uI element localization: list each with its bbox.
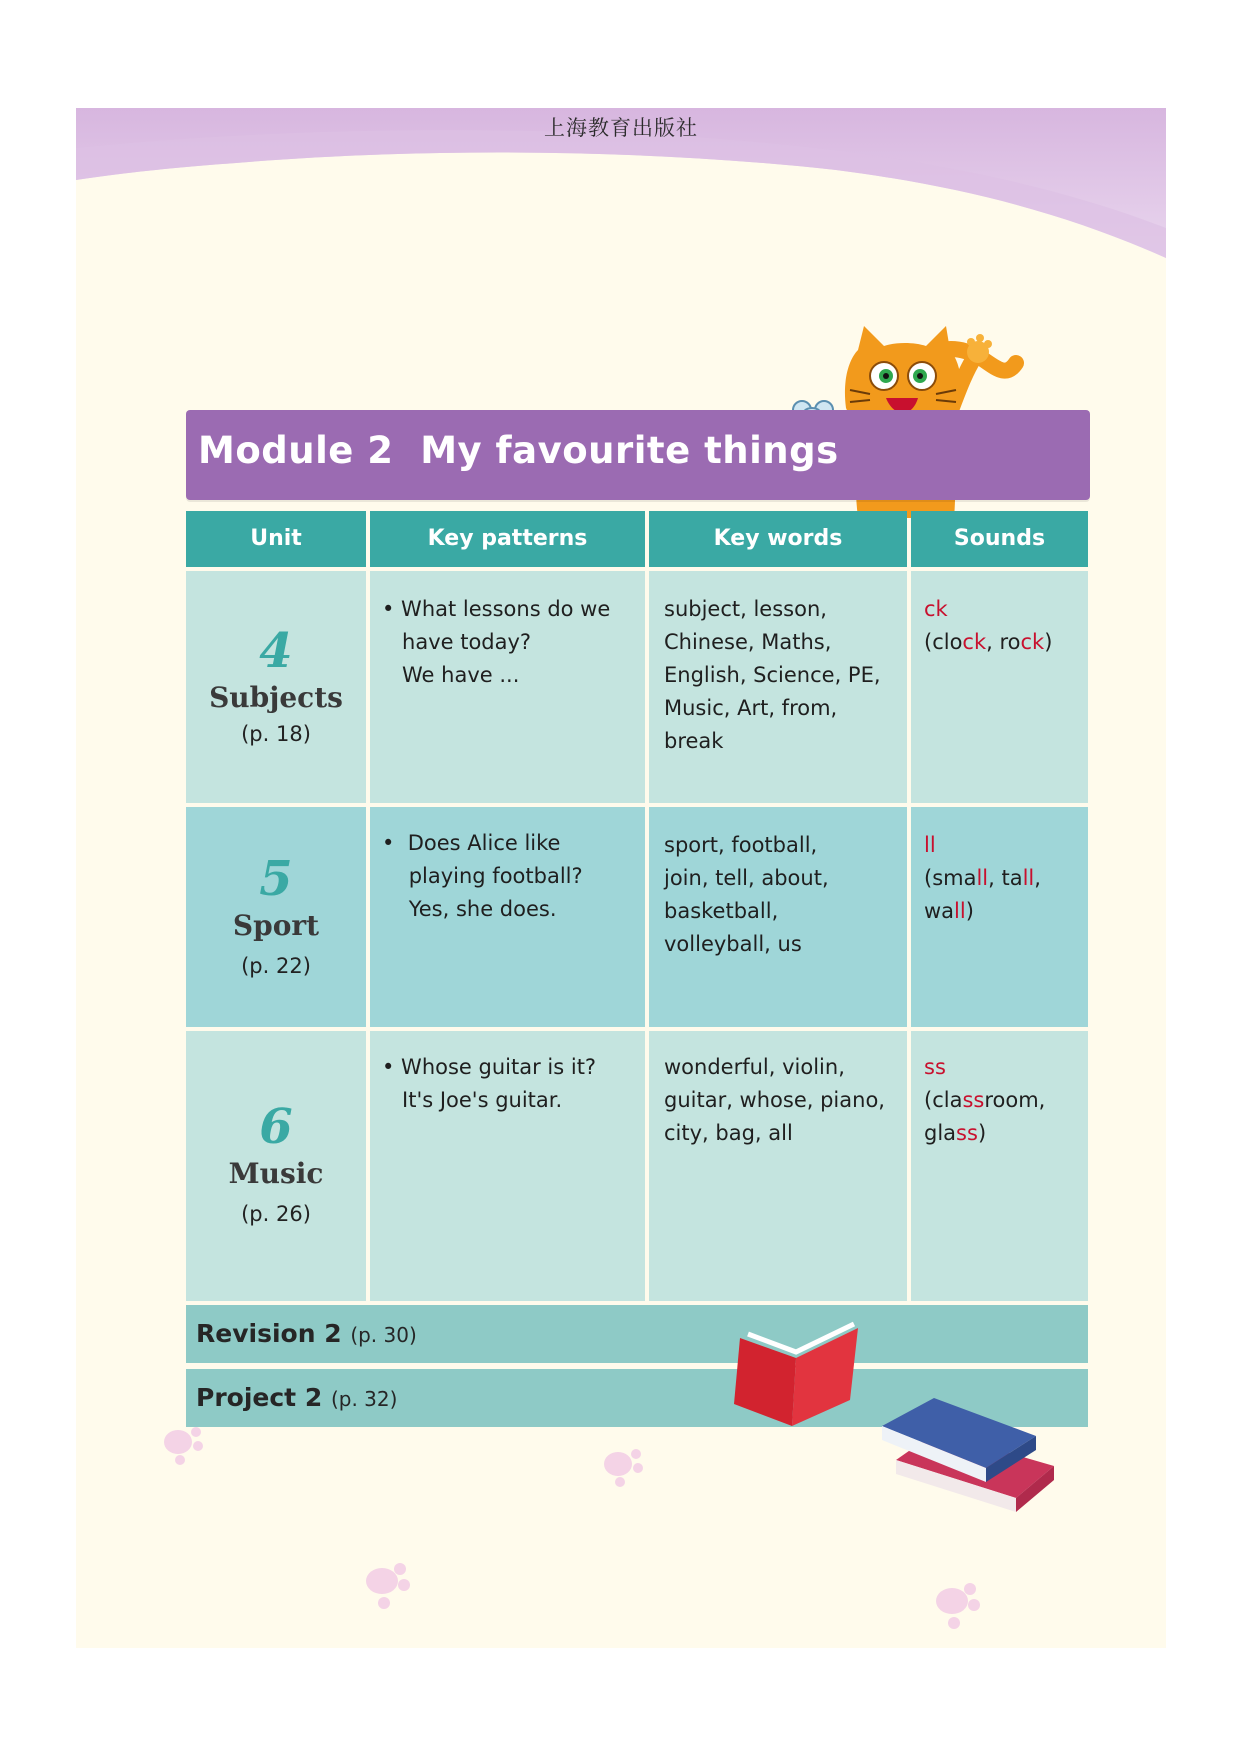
project-page: (p. 32) xyxy=(330,1387,398,1411)
sound-example-text: , ro xyxy=(986,630,1021,654)
unit-number: 5 xyxy=(259,851,293,907)
unit-number: 4 xyxy=(259,623,293,679)
unit-cell xyxy=(186,1099,366,1231)
sound-highlight: ll xyxy=(954,899,966,923)
publisher-name: 上海教育出版社 xyxy=(544,116,698,140)
sound-example-text: (clo xyxy=(924,630,963,654)
paw-print-decoration xyxy=(596,1430,666,1490)
keyword-line: basketball, xyxy=(664,899,779,923)
keyword-line: volleyball, us xyxy=(664,932,802,956)
textbook-page xyxy=(76,108,1166,1648)
sound-key: ck xyxy=(924,597,948,621)
project-label xyxy=(196,1383,397,1412)
project-title: Project 2 xyxy=(196,1383,323,1412)
sound-example-text: (cla xyxy=(924,1088,963,1112)
unit-page: (p. 18) xyxy=(241,722,311,746)
module-title: Module 2 My favourite things xyxy=(198,429,839,472)
sound-example xyxy=(924,626,1092,659)
sound-highlight: ll xyxy=(1022,866,1035,890)
sound-key: ss xyxy=(924,1055,946,1079)
keyword-line: wonderful, violin, xyxy=(664,1055,845,1079)
keyword-line: break xyxy=(664,729,724,753)
revision-page: (p. 30) xyxy=(350,1323,417,1347)
sound-example-text: room, xyxy=(984,1088,1046,1112)
pattern-line: It's Joe's guitar. xyxy=(382,1088,563,1112)
keyword-line: city, bag, all xyxy=(664,1121,793,1145)
pattern-line: have today? xyxy=(382,630,532,654)
unit-number: 6 xyxy=(259,1099,293,1155)
sound-example xyxy=(924,862,1092,928)
sound-highlight: ss xyxy=(956,1121,978,1145)
sound-example-text: ) xyxy=(965,899,974,923)
module-title-bar xyxy=(186,410,1090,500)
keyword-line: sport, football, xyxy=(664,833,818,857)
sound-example xyxy=(924,1084,1092,1150)
keyword-line: guitar, whose, piano, xyxy=(664,1088,885,1112)
unit-page: (p. 26) xyxy=(241,1202,311,1226)
pattern-line: Yes, she does. xyxy=(382,897,557,921)
pattern-line: • Does Alice like xyxy=(382,831,561,855)
keyword-line: subject, lesson, xyxy=(664,597,827,621)
column-header-unit: Unit xyxy=(186,511,366,567)
keyword-line: join, tell, about, xyxy=(664,866,829,890)
key-words-cell xyxy=(664,829,914,961)
revision-title: Revision 2 xyxy=(196,1319,342,1348)
open-book-illustration xyxy=(730,1308,870,1428)
sound-example-text: , xyxy=(1034,866,1041,890)
sound-example-text: , ta xyxy=(988,866,1023,890)
sound-highlight: ss xyxy=(962,1088,985,1112)
sounds-cell xyxy=(924,593,1092,659)
sound-example-text: ) xyxy=(977,1121,987,1145)
key-patterns-cell xyxy=(382,1051,650,1117)
pattern-line: • What lessons do we xyxy=(382,597,611,621)
stacked-books-illustration xyxy=(876,1388,1076,1518)
sound-example-text: (sma xyxy=(924,866,977,890)
unit-name: Subjects xyxy=(209,681,343,714)
revision-row xyxy=(186,1305,1088,1363)
unit-name: Sport xyxy=(232,909,320,942)
key-patterns-cell xyxy=(382,827,650,926)
unit-cell xyxy=(186,851,366,983)
sounds-cell xyxy=(924,1051,1092,1150)
unit-page: (p. 22) xyxy=(241,954,311,978)
column-header-key-patterns: Key patterns xyxy=(370,511,645,567)
column-header-sounds: Sounds xyxy=(911,511,1088,567)
sound-highlight: ll xyxy=(976,866,989,890)
sound-highlight: ck xyxy=(1020,630,1045,654)
module-contents-table xyxy=(186,511,1088,1341)
unit-cell xyxy=(186,623,366,751)
paw-print-decoration xyxy=(356,1543,426,1613)
key-words-cell xyxy=(664,593,914,758)
key-patterns-cell xyxy=(382,593,650,692)
keyword-line: Chinese, Maths, xyxy=(664,630,832,654)
key-words-cell xyxy=(664,1051,914,1150)
sound-example-text: gla xyxy=(924,1121,957,1145)
keyword-line: English, Science, PE, xyxy=(664,663,881,687)
pattern-line: We have ... xyxy=(382,663,520,687)
sound-example-text: wa xyxy=(924,899,955,923)
revision-label xyxy=(196,1319,417,1348)
paw-print-decoration xyxy=(926,1563,996,1633)
column-header-key-words: Key words xyxy=(649,511,907,567)
sound-key: ll xyxy=(924,833,936,857)
sound-example-text: ) xyxy=(1044,630,1053,654)
pattern-line: • Whose guitar is it? xyxy=(382,1055,597,1079)
unit-name: Music xyxy=(228,1157,324,1190)
sound-highlight: ck xyxy=(962,630,987,654)
sounds-cell xyxy=(924,829,1092,928)
keyword-line: Music, Art, from, xyxy=(664,696,838,720)
pattern-line: playing football? xyxy=(382,864,583,888)
